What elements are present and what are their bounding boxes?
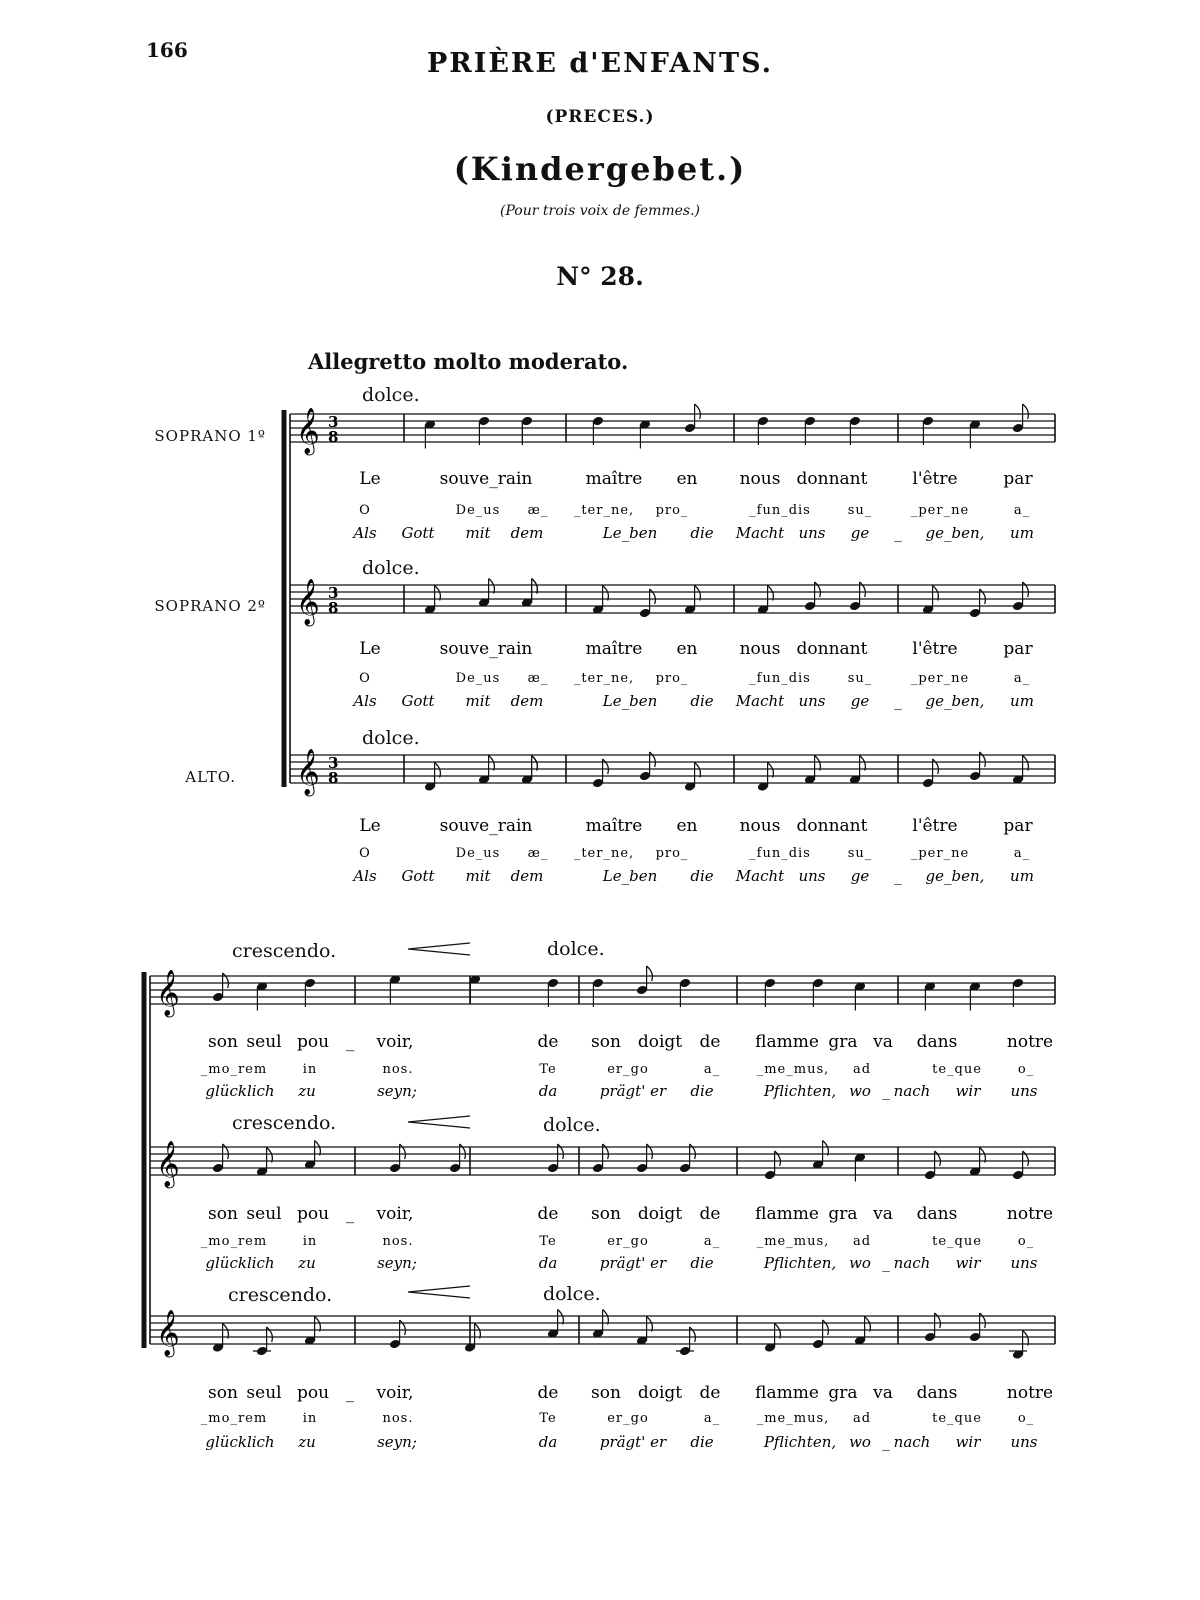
lyric-french: son — [208, 1383, 238, 1403]
note-flag — [860, 756, 866, 771]
note-flag — [558, 1144, 564, 1159]
lyric-german: mit — [465, 524, 491, 542]
lyric-german: glücklich — [205, 1254, 275, 1272]
lyric-french: flamme — [755, 1032, 819, 1052]
lyric-latin: er_go — [607, 1062, 649, 1077]
lyric-french: dans — [916, 1032, 958, 1052]
lyric-french: donnant — [796, 816, 868, 836]
lyric-french: l'être — [912, 469, 958, 489]
time-signature-denominator: 8 — [328, 599, 339, 617]
lyric-french: donnant — [796, 639, 868, 659]
lyric-german: Als — [353, 524, 377, 542]
lyric-french: voir, — [376, 1032, 414, 1052]
lyric-latin: De_us — [455, 503, 501, 518]
lyric-german: seyn; — [377, 1254, 417, 1272]
voice-label-soprano-2: SOPRANO 2º — [154, 597, 266, 615]
note-flag — [315, 1141, 321, 1156]
note-flag — [489, 579, 495, 594]
lyric-latin: te_que — [932, 1234, 982, 1249]
lyric-german: _ — [882, 1433, 890, 1451]
lyric-german: ge_ben, — [925, 692, 985, 710]
lyric-german: Als — [353, 867, 377, 885]
lyric-german: glücklich — [205, 1082, 275, 1100]
lyric-latin: De_us — [455, 846, 501, 861]
lyric-german: wo — [849, 1254, 871, 1272]
latin-subtitle: (PRECES.) — [545, 107, 655, 127]
lyric-french: en — [676, 469, 698, 489]
note-flag — [935, 1151, 941, 1166]
lyric-french: seul — [246, 1383, 282, 1403]
lyric-german: um — [1010, 867, 1034, 885]
lyric-latin: _per_ne — [910, 503, 970, 518]
lyric-french: de — [699, 1032, 721, 1052]
lyric-french: son — [208, 1032, 238, 1052]
lyric-german: wir — [955, 1254, 981, 1272]
dynamic-crescendo: crescendo. — [228, 1284, 333, 1306]
treble-clef-icon: 𝄞 — [156, 1141, 180, 1187]
note-flag — [603, 1310, 609, 1325]
lyric-latin: æ_ — [527, 671, 549, 686]
lyric-german: zu — [298, 1254, 316, 1272]
lyric-french: son — [591, 1383, 621, 1403]
note-flag — [980, 1148, 986, 1163]
dynamic-crescendo: crescendo. — [232, 940, 337, 962]
lyric-german: Le_ben — [602, 524, 658, 542]
lyric-french: notre — [1006, 1383, 1054, 1403]
lyric-french: donnant — [796, 469, 868, 489]
lyric-french: pou — [296, 1204, 330, 1224]
lyric-german: _ — [894, 524, 902, 542]
lyric-latin: _ter_ne, — [573, 503, 635, 518]
lyric-french: souve_rain — [439, 469, 533, 489]
lyric-latin: _mo_rem — [200, 1062, 268, 1077]
lyric-german: seyn; — [377, 1433, 417, 1451]
lyric-french: doigt — [637, 1032, 683, 1052]
lyric-latin: ad — [852, 1234, 872, 1249]
lyric-french: dans — [916, 1204, 958, 1224]
lyric-latin: nos. — [382, 1411, 414, 1426]
lyric-french: l'être — [912, 816, 958, 836]
lyric-french: de — [537, 1204, 559, 1224]
note-flag — [650, 589, 656, 604]
lyric-german: wir — [955, 1082, 981, 1100]
lyric-german: zu — [298, 1082, 316, 1100]
lyric-german: prägt' er — [599, 1082, 667, 1100]
lyric-latin: O — [359, 671, 371, 686]
lyric-french: gra — [828, 1032, 858, 1052]
lyric-latin: De_us — [455, 671, 501, 686]
lyric-french: Le — [359, 816, 381, 836]
lyric-french: _ — [345, 1383, 355, 1403]
lyric-french: seul — [246, 1032, 282, 1052]
crescendo-hairpins — [408, 943, 470, 1298]
scoring-note: (Pour trois voix de femmes.) — [499, 203, 701, 219]
lyric-german: _ — [894, 692, 902, 710]
lyric-french: nous — [739, 816, 781, 836]
lyric-latin: a_ — [703, 1234, 721, 1249]
lyric-german: ge — [850, 692, 870, 710]
dynamic-dolce: dolce. — [543, 1114, 601, 1136]
lyric-french: en — [676, 639, 698, 659]
note-flag — [435, 586, 441, 601]
lyric-french: gra — [828, 1204, 858, 1224]
lyric-french: va — [873, 1383, 893, 1403]
treble-clef-icon: 𝄞 — [296, 749, 320, 795]
lyric-latin: a_ — [1013, 846, 1031, 861]
lyric-german: dem — [510, 867, 544, 885]
note-flag — [460, 1144, 466, 1159]
note-flag — [815, 756, 821, 771]
lyric-latin: o_ — [1017, 1234, 1035, 1249]
note-flag — [489, 756, 495, 771]
note-flag — [603, 759, 609, 774]
lyric-french: Le — [359, 639, 381, 659]
lyric-french: flamme — [755, 1383, 819, 1403]
lyric-german: nach — [893, 1433, 931, 1451]
lyric-french: dans — [916, 1383, 958, 1403]
lyric-german: Als — [353, 692, 377, 710]
lyric-german: Pflichten, — [763, 1254, 837, 1272]
lyric-french: gra — [828, 1383, 858, 1403]
lyric-german: da — [538, 1254, 558, 1272]
lyric-german: dem — [510, 524, 544, 542]
lyric-german: die — [690, 524, 714, 542]
lyric-latin: _per_ne — [910, 671, 970, 686]
note-flag — [768, 586, 774, 601]
dynamic-dolce: dolce. — [547, 938, 605, 960]
note-flag — [775, 1324, 781, 1339]
lyric-latin: O — [359, 503, 371, 518]
time-signature-numerator: 3 — [328, 584, 339, 602]
note-flag — [860, 582, 866, 597]
lyric-latin: _per_ne — [910, 846, 970, 861]
piece-number: N° 28. — [556, 262, 644, 291]
lyric-german: uns — [1010, 1433, 1038, 1451]
dynamic-dolce: dolce. — [362, 557, 420, 579]
lyric-latin: a_ — [1013, 503, 1031, 518]
lyric-latin: æ_ — [527, 846, 549, 861]
note-flag — [400, 1144, 406, 1159]
lyric-german: die — [690, 867, 714, 885]
lyric-latin: te_que — [932, 1411, 982, 1426]
lyric-german: zu — [298, 1433, 316, 1451]
lyric-french: seul — [246, 1204, 282, 1224]
lyric-latin: _me_mus, — [756, 1062, 830, 1077]
note-flag — [823, 1141, 829, 1156]
note-flag — [768, 763, 774, 778]
lyric-french: doigt — [637, 1383, 683, 1403]
treble-clef-icon: 𝄞 — [156, 970, 180, 1016]
lyric-french: maître — [585, 469, 643, 489]
lyric-latin: _ter_ne, — [573, 846, 635, 861]
note-flag — [935, 1313, 941, 1328]
lyric-french: va — [873, 1204, 893, 1224]
lyric-french: flamme — [755, 1204, 819, 1224]
crescendo-hairpin — [408, 1286, 470, 1298]
time-signature-denominator: 8 — [328, 428, 339, 446]
note-flag — [1023, 582, 1029, 597]
note-flag — [223, 1144, 229, 1159]
lyric-german: Gott — [401, 867, 435, 885]
lyric-french: va — [873, 1032, 893, 1052]
lyric-latin: su_ — [847, 671, 873, 686]
lyric-latin: _mo_rem — [200, 1411, 268, 1426]
note-flag — [690, 1327, 696, 1342]
lyric-german: ge — [850, 867, 870, 885]
lyric-german: die — [690, 692, 714, 710]
lyric-french: l'être — [912, 639, 958, 659]
lyric-german: uns — [798, 692, 826, 710]
lyric-latin: a_ — [1013, 671, 1031, 686]
lyric-latin: _fun_dis — [749, 503, 811, 518]
lyric-german: prägt' er — [599, 1433, 667, 1451]
lyric-german: _ — [894, 867, 902, 885]
lyric-latin: in — [302, 1411, 318, 1426]
lyric-latin: o_ — [1017, 1411, 1035, 1426]
lyric-latin: Te — [539, 1234, 557, 1249]
lyric-latin: er_go — [607, 1411, 649, 1426]
lyric-french: par — [1003, 639, 1033, 659]
note-flag — [400, 1320, 406, 1335]
lyric-german: ge_ben, — [925, 524, 985, 542]
lyric-german: uns — [1010, 1082, 1038, 1100]
note-flag — [1023, 1151, 1029, 1166]
lyric-german: wo — [849, 1082, 871, 1100]
note-flag — [223, 973, 229, 988]
note-flag — [1023, 404, 1029, 419]
lyric-french: nous — [739, 469, 781, 489]
note-flag — [475, 1324, 481, 1339]
lyric-german: seyn; — [377, 1082, 417, 1100]
note-flag — [647, 966, 653, 981]
note-flag — [1023, 1331, 1029, 1346]
dynamic-dolce: dolce. — [362, 384, 420, 406]
lyric-german: Pflichten, — [763, 1082, 837, 1100]
lyric-french: doigt — [637, 1204, 683, 1224]
note-flag — [865, 1317, 871, 1332]
note-flag — [223, 1324, 229, 1339]
tempo-marking: Allegretto molto moderato. — [308, 349, 629, 374]
note-flag — [980, 589, 986, 604]
crescendo-hairpin — [408, 1116, 470, 1128]
dynamic-crescendo: crescendo. — [232, 1112, 337, 1134]
lyric-french: pou — [296, 1032, 330, 1052]
lyric-french: son — [591, 1032, 621, 1052]
note-flag — [980, 752, 986, 767]
lyric-french: _ — [345, 1204, 355, 1224]
note-flag — [603, 1144, 609, 1159]
lyric-german: wo — [849, 1433, 871, 1451]
lyric-latin: pro_ — [655, 503, 689, 518]
lyric-french: voir, — [376, 1204, 414, 1224]
note-flag — [980, 1313, 986, 1328]
piece-title: PRIÈRE d'ENFANTS. — [426, 48, 774, 79]
lyric-latin: nos. — [382, 1234, 414, 1249]
dynamic-dolce: dolce. — [543, 1283, 601, 1305]
lyric-german: Gott — [401, 524, 435, 542]
lyric-german: Macht — [735, 692, 785, 710]
lyric-german: Gott — [401, 692, 435, 710]
lyric-german: uns — [798, 867, 826, 885]
note-flag — [647, 1317, 653, 1332]
crescendo-hairpin — [408, 943, 470, 955]
lyric-latin: Te — [539, 1062, 557, 1077]
lyric-french: maître — [585, 639, 643, 659]
lyric-german: glücklich — [205, 1433, 275, 1451]
lyric-french: maître — [585, 816, 643, 836]
lyric-german: die — [690, 1254, 714, 1272]
lyric-german: Le_ben — [602, 692, 658, 710]
lyric-german: _ — [882, 1082, 890, 1100]
lyric-french: son — [208, 1204, 238, 1224]
note-flag — [267, 1327, 273, 1342]
lyric-french: par — [1003, 816, 1033, 836]
lyric-latin: _fun_dis — [749, 846, 811, 861]
note-flag — [695, 763, 701, 778]
lyric-german: nach — [893, 1254, 931, 1272]
lyric-latin: a_ — [703, 1062, 721, 1077]
note-flag — [695, 404, 701, 419]
treble-clef-icon: 𝄞 — [156, 1310, 180, 1356]
lyric-french: souve_rain — [439, 816, 533, 836]
lyric-latin: er_go — [607, 1234, 649, 1249]
lyric-latin: _mo_rem — [200, 1234, 268, 1249]
lyric-latin: a_ — [703, 1411, 721, 1426]
lyric-latin: _me_mus, — [756, 1234, 830, 1249]
lyric-french: de — [699, 1383, 721, 1403]
lyric-latin: _fun_dis — [749, 671, 811, 686]
lyric-german: uns — [1010, 1254, 1038, 1272]
lyric-german: ge_ben, — [925, 867, 985, 885]
lyric-latin: ad — [852, 1062, 872, 1077]
lyric-french: Le — [359, 469, 381, 489]
lyric-french: pou — [296, 1383, 330, 1403]
lyric-french: en — [676, 816, 698, 836]
note-flag — [435, 763, 441, 778]
lyric-german: Pflichten, — [763, 1433, 837, 1451]
lyric-french: par — [1003, 469, 1033, 489]
lyric-latin: te_que — [932, 1062, 982, 1077]
note-flag — [650, 752, 656, 767]
lyric-latin: O — [359, 846, 371, 861]
page-number: 166 — [146, 38, 188, 62]
lyric-french: notre — [1006, 1204, 1054, 1224]
note-flag — [558, 1310, 564, 1325]
lyric-german: um — [1010, 692, 1034, 710]
treble-clef-icon: 𝄞 — [296, 408, 320, 454]
lyric-german: Macht — [735, 867, 785, 885]
lyric-latin: in — [302, 1234, 318, 1249]
time-signature-numerator: 3 — [328, 754, 339, 772]
lyric-latin: nos. — [382, 1062, 414, 1077]
lyric-french: nous — [739, 639, 781, 659]
voice-label-soprano-1: SOPRANO 1º — [154, 427, 266, 445]
note-flag — [695, 586, 701, 601]
lyric-german: uns — [798, 524, 826, 542]
lyric-latin: su_ — [847, 846, 873, 861]
lyric-french: notre — [1006, 1032, 1054, 1052]
lyric-latin: pro_ — [655, 846, 689, 861]
lyric-french: de — [699, 1204, 721, 1224]
lyric-latin: pro_ — [655, 671, 689, 686]
lyric-latin: in — [302, 1062, 318, 1077]
lyric-german: wir — [955, 1433, 981, 1451]
lyric-german: Macht — [735, 524, 785, 542]
lyric-latin: _ter_ne, — [573, 671, 635, 686]
treble-clef-icon: 𝄞 — [296, 579, 320, 625]
lyric-german: prägt' er — [599, 1254, 667, 1272]
lyric-german: nach — [893, 1082, 931, 1100]
note-flag — [647, 1144, 653, 1159]
lyric-french: de — [537, 1032, 559, 1052]
note-flag — [775, 1151, 781, 1166]
voice-label-alto: ALTO. — [185, 768, 236, 786]
lyric-german: um — [1010, 524, 1034, 542]
lyric-french: de — [537, 1383, 559, 1403]
lyric-latin: su_ — [847, 503, 873, 518]
lyric-latin: _me_mus, — [756, 1411, 830, 1426]
time-signature-numerator: 3 — [328, 413, 339, 431]
lyric-french: son — [591, 1204, 621, 1224]
lyric-german: ge — [850, 524, 870, 542]
note-flag — [532, 756, 538, 771]
lyric-german: die — [690, 1433, 714, 1451]
lyric-latin: æ_ — [527, 503, 549, 518]
note-flag — [815, 582, 821, 597]
note-flag — [1023, 756, 1029, 771]
lyric-german: da — [538, 1433, 558, 1451]
dynamic-dolce: dolce. — [362, 727, 420, 749]
lyric-german: mit — [465, 692, 491, 710]
note-flag — [315, 1317, 321, 1332]
note-flag — [823, 1320, 829, 1335]
lyric-latin: o_ — [1017, 1062, 1035, 1077]
note-flag — [603, 586, 609, 601]
lyric-german: mit — [465, 867, 491, 885]
note-flag — [267, 1148, 273, 1163]
lyric-german: die — [690, 1082, 714, 1100]
note-flag — [690, 1144, 696, 1159]
lyric-latin: Te — [539, 1411, 557, 1426]
lyric-french: _ — [345, 1032, 355, 1052]
german-subtitle: (Kindergebet.) — [453, 150, 747, 188]
time-signature-denominator: 8 — [328, 769, 339, 787]
lyric-german: _ — [882, 1254, 890, 1272]
lyric-german: da — [538, 1082, 558, 1100]
lyric-french: souve_rain — [439, 639, 533, 659]
lyric-latin: ad — [852, 1411, 872, 1426]
note-flag — [933, 586, 939, 601]
lyric-german: Le_ben — [602, 867, 658, 885]
lyric-german: dem — [510, 692, 544, 710]
note-flag — [532, 579, 538, 594]
lyric-french: voir, — [376, 1383, 414, 1403]
note-flag — [933, 759, 939, 774]
